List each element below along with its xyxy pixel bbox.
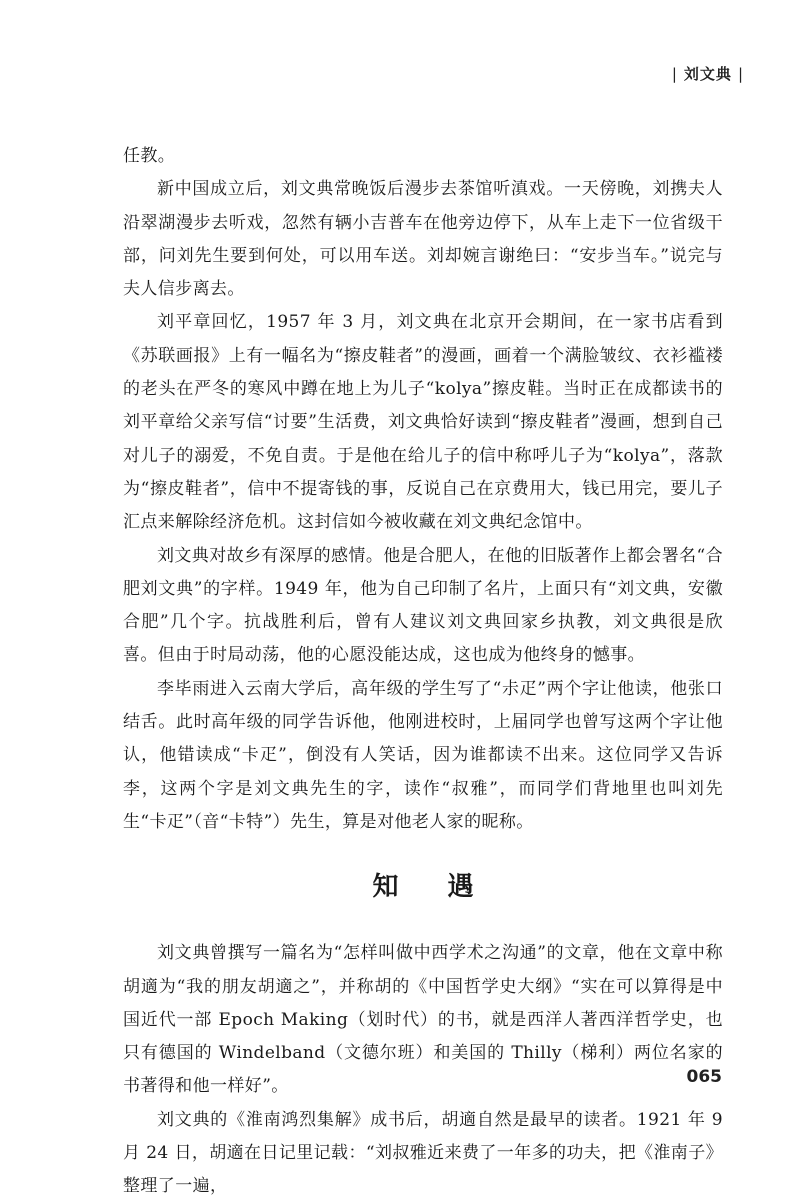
paragraph: 刘文典曾撰写一篇名为“怎样叫做中西学术之沟通”的文章，他在文章中称胡適为“我的朋友胡適之”，并称胡的《中国哲学史大纲》“实在可以算得是中国近代一部 Epoch Making（划时代）的书，就是西洋人著西洋哲学史，也只有德国的 Windelband（文德尔班）和美国的 Thilly（梯利）两位名家的书著得和他一样好”。 <box>123 943 723 1097</box>
paragraph: 刘平章回忆，1957 年 3 月，刘文典在北京开会期间，在一家书店看到《苏联画报》上有一幅名为“擦皮鞋者”的漫画，画着一个满脸皱纹、衣衫褴褛的老头在严冬的寒风中蹲在地上为儿子“kolya”擦皮鞋。当时正在成都读书的刘平章给父亲写信“讨要”生活费，刘文典恰好读到“擦皮鞋者”漫画，想到自己对儿子的溺爱，不免自责。于是他在给儿子的信中称呼儿子为“kolya”，落款为“擦皮鞋者”，信中不提寄钱的事，反说自己在京费用大，钱已用完，要儿子汇点来解除经济危机。这封信如今被收藏在刘文典纪念馆中。 <box>123 312 723 533</box>
paragraph: 刘文典的《淮南鸿烈集解》成书后，胡適自然是最早的读者。1921 年 9 月 24 日，胡適在日记里记载：“刘叔雅近来费了一年多的功夫，把《淮南子》整理了一遍， <box>123 1109 723 1197</box>
paragraph: 新中国成立后，刘文典常晚饭后漫步去茶馆听滇戏。一天傍晚，刘携夫人沿翠湖漫步去听戏，忽然有辆小吉普车在他旁边停下，从车上走下一位省级干部，问刘先生要到何处，可以用车送。刘却婉言谢绝曰：“安步当车。”说完与夫人信步离去。 <box>123 179 723 300</box>
header-bar-left: | <box>671 65 678 83</box>
page-number: 065 <box>686 1067 722 1087</box>
running-header <box>666 63 750 84</box>
page-body <box>123 140 723 1204</box>
section-heading: 知 遇 <box>372 872 494 903</box>
paragraph-continuation: 任教。 <box>123 146 176 166</box>
paragraph: 刘文典对故乡有深厚的感情。他是合肥人，在他的旧版著作上都会署名“合肥刘文典”的字样。1949 年，他为自己印制了名片，上面只有“刘文典，安徽合肥”几个字。抗战胜利后，曾有人建议刘文典回家乡执教，刘文典很是欣喜。但由于时局动荡，他的心愿没能达成，这也成为他终身的憾事。 <box>123 545 723 666</box>
paragraph: 李毕雨进入云南大学后，高年级的学生写了“尗疋”两个字让他读，他张口结舌。此时高年级的同学告诉他，他刚进校时，上届同学也曾写这两个字让他认，他错读成“卡疋”，倒没有人笑话，因为谁都读不出来。这位同学又告诉李，这两个字是刘文典先生的字，读作“叔雅”，而同学们背地里也叫刘先生“卡疋”（音“卡特”）先生，算是对他老人家的昵称。 <box>123 678 723 832</box>
header-title: 刘文典 <box>683 65 732 83</box>
header-bar-right: | <box>737 65 744 83</box>
